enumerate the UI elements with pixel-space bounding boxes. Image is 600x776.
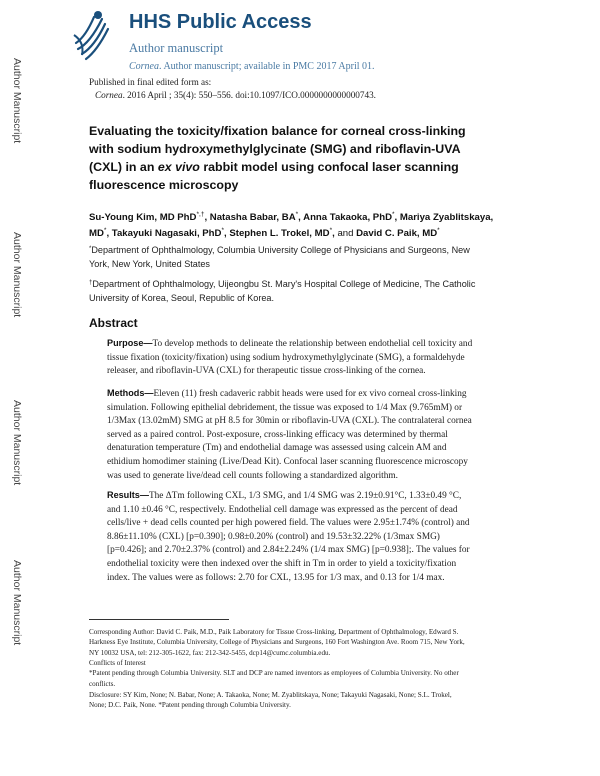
corresponding-author-note: Corresponding Author: David C. Paik, M.D., Paik Laboratory for Tissue Cross-linking, Department of Ophthalmology, Edward S. Harkness Eye Institute, Columbia University, College of Physicians and Surgeons, 160 Fort Washington Ave. Room 715, New York, NY 10032 USA, tel: 212-305-1622, fax: 212-342-5455, dcp14@cumc.columbia.edu. xyxy=(89,628,465,657)
availability-line xyxy=(129,61,375,72)
purpose-label: Purpose— xyxy=(107,338,153,348)
author-list xyxy=(89,210,535,242)
title-line: fluorescence microscopy xyxy=(89,178,239,192)
article-title xyxy=(89,122,529,194)
results-label: Results— xyxy=(107,490,149,500)
conflicts-of-interest-note: Conflicts of Interest *Patent pending through Columbia University. SLT and DCP are named inventors as employees of Columbia University. No other conflicts. xyxy=(89,659,459,688)
abstract-methods: Methods—Eleven (11) fresh cadaveric rabbit heads were used for ex vivo corneal cross-linking simulation. Following epithelial debridement, the tissue was exposed to 1/4 Max (9.765mM) or 1/3Max (13.02mM) SMG at pH 8.5 for 30min or riboflavin-UVA (CXL). The contralateral cornea served as a paired control. Post-exposure, cross-linking efficacy was determined by thermal denaturation temperature (Tm) and endothelial damage was assessed using calcein AM and ethidium homodimer staining (Live/Dead Kit). Confocal laser scanning fluorescence microscopy was used to generate live/dead cell counts following a standardized algorithm. xyxy=(107,388,472,481)
citation-details: . 2016 April ; 35(4): 550–556. doi:10.1097/ICO.0000000000000743. xyxy=(122,90,376,100)
disclosure-note: Disclosure: SY Kim, None; N. Babar, None; A. Takaoka, None; M. Zyablitskaya, None; Takayuki Nagasaki, None; S.L. Trokel, None; D.C. Paik, None. *Patent pending through Columbia University. xyxy=(89,691,452,710)
methods-label: Methods— xyxy=(107,388,154,398)
published-label: Published in final edited form as: xyxy=(89,77,212,87)
abstract-results: Results—The ΔTm following CXL, 1/3 SMG, and 1/4 SMG was 2.19±0.91°C, 1.33±0.49 °C, and 1.10 ±0.46 °C, respectively. Endothelial cell damage was expressed as the percent of dead cells/live + dead cells counted per high powered field. The values were 2.95±1.74% (control) and 8.86±11.10% (CXL) [p=0.390]; 0.98±0.20% (control) and 19.53±32.22% (1/3max SMG) [p=0.426]; and 2.70±2.37% (control) and 2.84±2.24% (1/4 max SMG) [p=0.938];. The values for endothelial toxicity were then indexed over the shift in Tm in order to yield a toxicity/fixation index. The values were as follows: 2.70 for CXL, 13.95 for 1/3 max, and 0.13 for 1/4 max. xyxy=(107,490,470,583)
hhs-public-access-title: HHS Public Access xyxy=(129,11,312,33)
author-name: Stephen L. Trokel, MD xyxy=(229,228,330,239)
author-name: Takayuki Nagasaki, PhD xyxy=(111,228,222,239)
abstract-heading: Abstract xyxy=(89,316,138,330)
affiliation-1: *Department of Ophthalmology, Columbia University College of Physicians and Surgeons, New York, New York, United States xyxy=(89,245,470,269)
author-line: Su-Young Kim, MD PhD*,†, Natasha Babar, BA*, Anna Takaoka, PhD*, Mariya Zyablitskaya, xyxy=(89,211,494,223)
side-label-author-manuscript: Author Manuscript xyxy=(11,232,23,318)
abstract-purpose: Purpose—To develop methods to delineate the relationship between endothelial cell toxicity and tissue fixation (toxicity/fixation) using sodium hydroxymethylglycinate (SMG), a formaldehyde releaser, and riboflavin-UVA (CXL) for therapeutic tissue cross-linking of the cornea. xyxy=(107,338,473,377)
author-name: David C. Paik, MD xyxy=(356,228,438,239)
availability-text: . Author manuscript; available in PMC 2017 April 01. xyxy=(159,61,375,72)
author-name: Anna Takaoka, PhD xyxy=(303,212,392,223)
side-label-author-manuscript: Author Manuscript xyxy=(11,560,23,646)
author-name: MD xyxy=(89,228,104,239)
side-label-author-manuscript: Author Manuscript xyxy=(11,400,23,486)
title-line: (CXL) in an ex vivo rabbit model using confocal laser scanning xyxy=(89,160,459,174)
footnote-divider xyxy=(89,619,229,620)
title-line: Evaluating the toxicity/fixation balance for corneal cross-linking xyxy=(89,124,466,138)
hhs-header xyxy=(72,5,572,75)
hhs-eagle-logo-icon xyxy=(72,5,112,63)
author-manuscript-subtitle: Author manuscript xyxy=(129,41,224,55)
author-name: Su-Young Kim, MD PhD xyxy=(89,212,197,223)
citation xyxy=(89,89,376,102)
title-line: with sodium hydroxymethylglycinate (SMG) and riboflavin-UVA xyxy=(89,142,461,156)
publication-info xyxy=(89,76,376,102)
author-name: Mariya Zyablitskaya, xyxy=(399,212,494,223)
journal-name: Cornea xyxy=(129,61,159,72)
side-label-author-manuscript: Author Manuscript xyxy=(11,58,23,144)
author-line: MD*, Takayuki Nagasaki, PhD*, Stephen L. Trokel, MD*, and David C. Paik, MD* xyxy=(89,227,440,239)
author-name: Natasha Babar, BA xyxy=(209,212,296,223)
title-italic: ex vivo xyxy=(157,160,200,174)
affiliation-2: †Department of Ophthalmology, Uijeongbu St. Mary's Hospital College of Medicine, The Catholic University of Korea, Seoul, Republic of Korea. xyxy=(89,279,476,303)
citation-journal: Cornea xyxy=(95,90,123,100)
